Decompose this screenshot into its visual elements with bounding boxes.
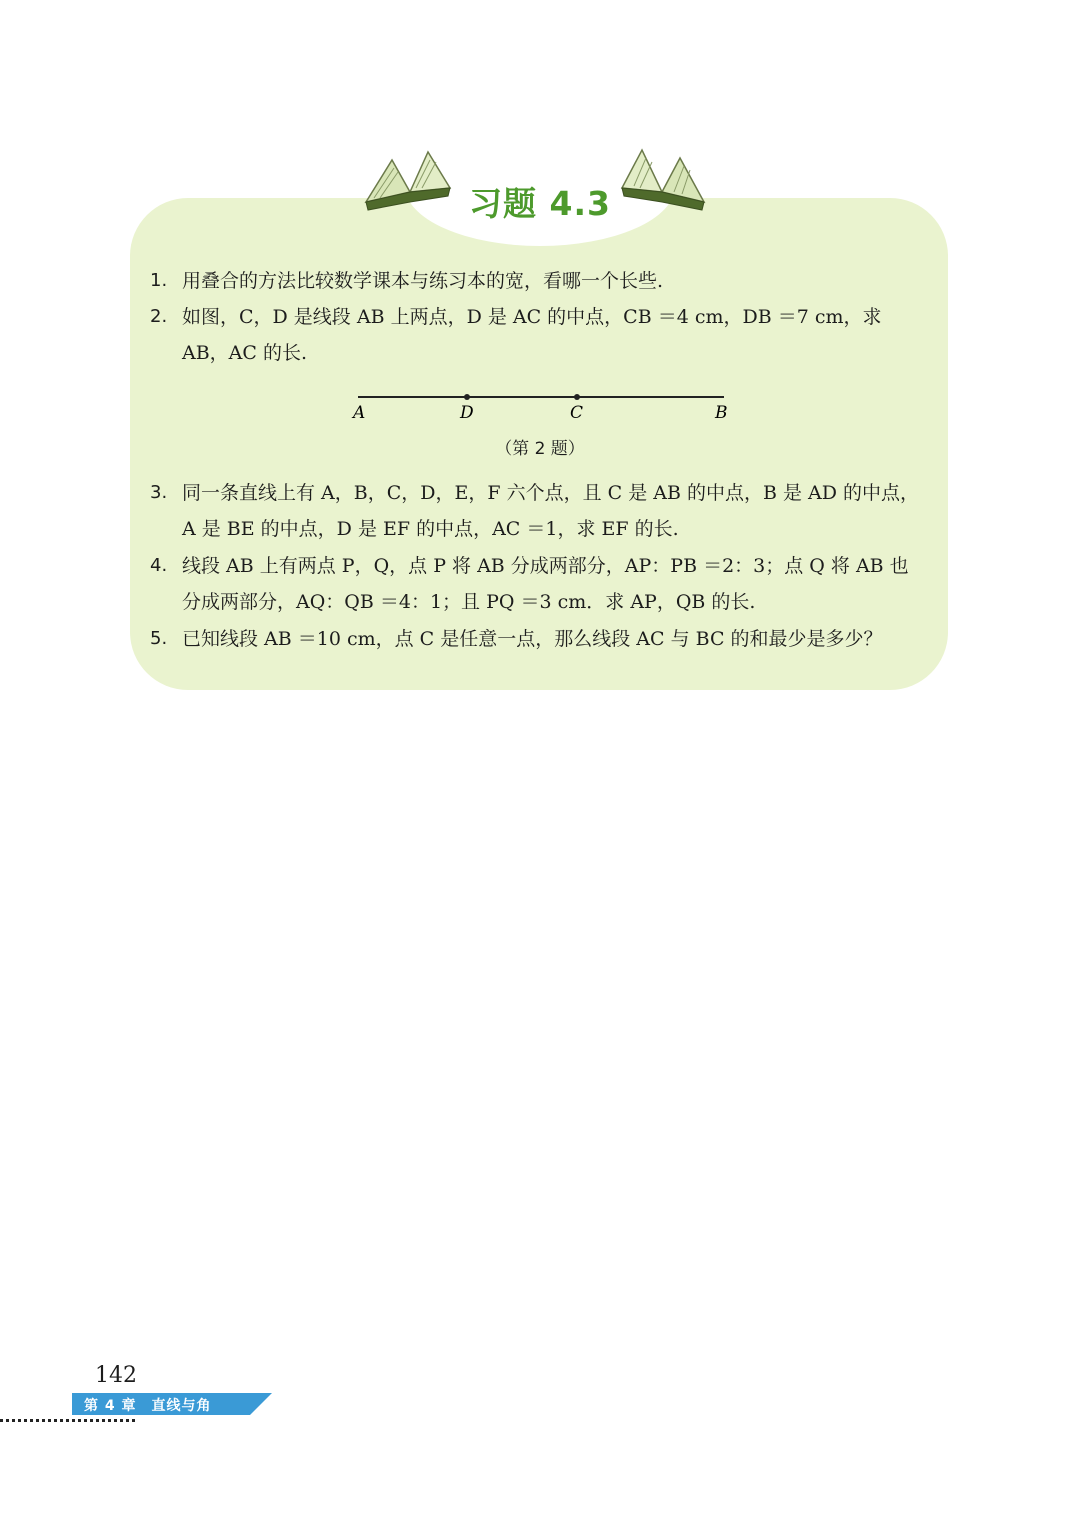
problem-2 xyxy=(150,299,924,371)
problem-text: 线段 AB 上有两点 P，Q，点 P 将 AB 分成两部分，AP：PB ＝2：3；点 Q 将 AB 也分成两部分，AQ：QB ＝4：1；且 PQ ＝3 cm．求 AP，QB 的长. xyxy=(182,555,909,613)
page-number: 142 xyxy=(95,1363,137,1388)
point-label-b: B xyxy=(715,403,728,423)
point-label-c: C xyxy=(570,403,584,423)
exercise-title: 习题 4.3 xyxy=(469,184,611,223)
point-d-dot xyxy=(464,394,470,400)
segment-figure xyxy=(350,385,740,435)
figure-caption: （第 2 题） xyxy=(495,439,585,459)
problem-3 xyxy=(150,475,924,547)
problem-number: 2. xyxy=(150,306,168,327)
chapter-label: 第 4 章 直线与角 xyxy=(84,1398,212,1414)
problem-5 xyxy=(150,621,924,657)
problem-number: 3. xyxy=(150,482,168,503)
point-label-d: D xyxy=(460,403,474,423)
point-label-a: A xyxy=(353,403,366,423)
problem-text: 已知线段 AB ＝10 cm，点 C 是任意一点，那么线段 AC 与 BC 的和最少是多少？ xyxy=(182,628,883,650)
point-c-dot xyxy=(574,394,580,400)
problem-number: 4. xyxy=(150,555,168,576)
problem-number: 5. xyxy=(150,628,168,649)
open-book-icon-right xyxy=(612,140,712,240)
problem-1 xyxy=(150,263,924,299)
problem-text: 如图，C，D 是线段 AB 上两点，D 是 AC 的中点，CB ＝4 cm，DB ＝7 cm，求 AB，AC 的长. xyxy=(182,306,882,364)
problem-number: 1. xyxy=(150,270,168,291)
problem-text: 用叠合的方法比较数学课本与练习本的宽，看哪一个长些. xyxy=(182,270,664,292)
problem-4 xyxy=(150,548,924,620)
problem-text: 同一条直线上有 A，B，C，D，E，F 六个点，且 C 是 AB 的中点，B 是 AD 的中点，A 是 BE 的中点，D 是 EF 的中点，AC ＝1，求 EF 的长. xyxy=(182,482,920,540)
dotted-rule xyxy=(0,1419,135,1422)
